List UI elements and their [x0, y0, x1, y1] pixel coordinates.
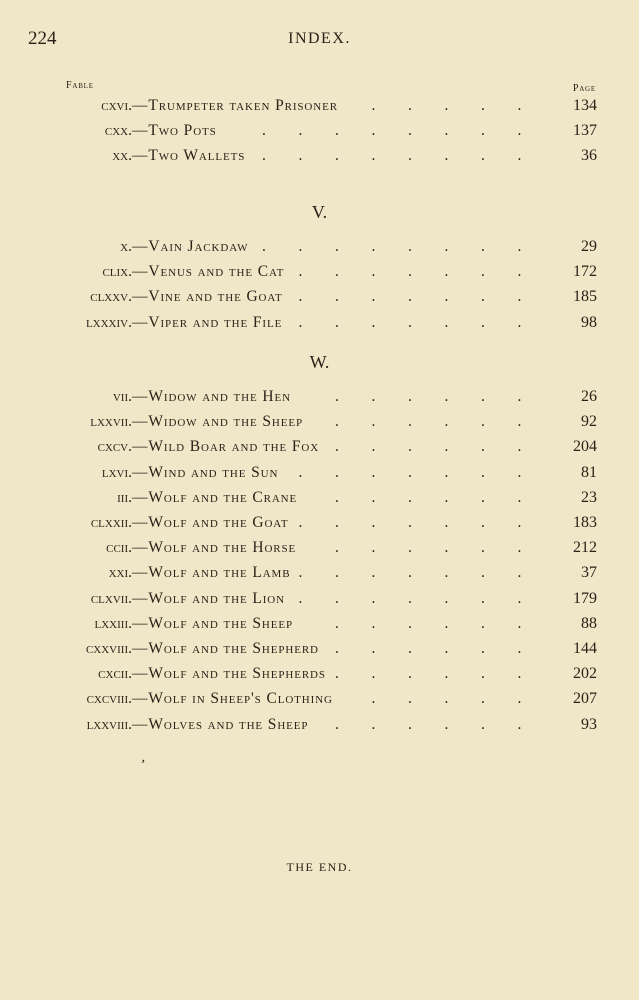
page-ref: 172 — [573, 263, 597, 281]
fable-title: —Wolf and the Shepherd — [132, 640, 319, 657]
page-ref: 29 — [581, 238, 597, 255]
index-entry: cxcviii. —Wolf in Sheep's Clothing . . . . . 207 — [86, 690, 597, 708]
page-ref: 26 — [581, 388, 597, 405]
index-entry: vii. —Widow and the Hen . . . . . . 26 — [112, 388, 597, 405]
fable-number: lxxiii. — [94, 614, 132, 632]
page-ref: 36 — [581, 147, 597, 165]
fable-number: iii. — [117, 488, 132, 506]
fable-title: —Vine and the Goat — [132, 288, 283, 306]
index-entry: xxi. —Wolf and the Lamb . . . . . . . 37 — [108, 564, 597, 582]
fable-title: —Two Wallets — [132, 147, 246, 165]
section-letter: V. — [311, 202, 328, 222]
fable-title: —Widow and the Hen — [132, 388, 291, 405]
index-entry: cxcv. —Wild Boar and the Fox . . . . . . 204 — [97, 438, 597, 456]
index-entry: cxx. —Two Pots . . . . . . . . 137 — [104, 122, 597, 140]
fable-number: cxcv. — [97, 438, 132, 456]
fable-title: —Trumpeter taken Prisoner — [132, 97, 338, 114]
fable-number: cxvi. — [101, 97, 132, 114]
the-end: THE END. — [286, 860, 353, 874]
fable-number: cxx. — [104, 122, 132, 140]
page-ref: 37 — [581, 564, 597, 582]
fable-number: clxxii. — [90, 514, 132, 531]
fable-title: —Wolf in Sheep's Clothing — [132, 690, 333, 708]
fable-title: —Wolf and the Lion — [132, 589, 285, 607]
page-ref: 23 — [581, 488, 597, 506]
fable-number: ccii. — [106, 539, 132, 557]
fable-number: clxvii. — [90, 589, 132, 607]
fable-title: —Wolf and the Crane — [132, 488, 298, 506]
index-entry: lxxiii. —Wolf and the Sheep . . . . . . 88 — [94, 614, 597, 632]
page-ref: 134 — [573, 97, 597, 114]
page-number: 224 — [28, 28, 57, 49]
index-entry: ccii. —Wolf and the Horse . . . . . . 212 — [106, 539, 597, 557]
page-ref: 144 — [573, 640, 597, 657]
index-entry: lxxviii. —Wolves and the Sheep . . . . . . 93 — [86, 715, 597, 733]
fable-title: —Two Pots — [132, 122, 217, 140]
fable-number: xx. — [112, 147, 132, 165]
fable-title: —Widow and the Sheep — [132, 413, 304, 431]
fable-number: clxxv. — [90, 288, 132, 306]
fable-number: lxxviii. — [86, 715, 132, 733]
fable-title: —Wild Boar and the Fox — [132, 438, 320, 456]
index-entry: cxcii. —Wolf and the Shepherds . . . . . . 202 — [98, 665, 597, 683]
column-labels — [0, 80, 639, 96]
fable-column-label: Fable — [66, 80, 94, 91]
index-entry: x. —Vain Jackdaw . . . . . . . . 29 — [120, 238, 597, 255]
fable-number: cxcii. — [98, 665, 132, 683]
page-ref: 207 — [573, 690, 597, 708]
fable-number: lxxvii. — [90, 413, 132, 431]
fable-number: cxxviii. — [85, 640, 132, 657]
page-ref: 204 — [573, 438, 597, 456]
page-ref: 212 — [573, 539, 597, 557]
page-ref: 93 — [581, 715, 597, 733]
index-entry: cxxviii. —Wolf and the Shepherd . . . . . . 144 — [85, 640, 597, 657]
page-ref: 98 — [581, 313, 597, 331]
index-entry: lxxxiv. —Viper and the File . . . . . . . 98 — [85, 313, 597, 331]
page-ref: 179 — [573, 589, 597, 607]
fable-title: —Viper and the File — [132, 313, 283, 331]
page-ref: 185 — [573, 288, 597, 306]
page-ref: 92 — [581, 413, 597, 431]
fable-title: —Wind and the Sun — [132, 463, 279, 481]
fable-number: vii. — [112, 388, 132, 405]
fable-title: —Wolf and the Shepherds — [132, 665, 326, 683]
fable-title: —Wolf and the Goat — [132, 514, 289, 531]
section-letter: W. — [309, 352, 330, 372]
fable-title: —Vain Jackdaw — [132, 238, 249, 255]
stray-mark: ʼ — [138, 757, 147, 774]
index-entry: clxxv. —Vine and the Goat . . . . . . . 185 — [90, 288, 597, 306]
fable-number: lxxxiv. — [85, 313, 132, 331]
page-header — [0, 28, 639, 52]
fable-number: xxi. — [108, 564, 132, 582]
page-ref: 137 — [573, 122, 597, 140]
fable-title: —Venus and the Cat — [132, 263, 285, 281]
fable-number: x. — [120, 238, 132, 255]
index-entry: clix. —Venus and the Cat . . . . . . . 172 — [102, 263, 597, 281]
index-entry: clxvii. —Wolf and the Lion . . . . . . . 179 — [90, 589, 597, 607]
fable-title: —Wolves and the Sheep — [132, 715, 309, 733]
fable-number: clix. — [102, 263, 132, 281]
page-ref: 183 — [573, 514, 597, 531]
index-entry: lxxvii. —Widow and the Sheep . . . . . . 92 — [90, 413, 597, 431]
index-entry: clxxii. —Wolf and the Goat . . . . . . . 183 — [90, 514, 597, 531]
page-column-label: Page — [572, 83, 596, 94]
fable-title: —Wolf and the Lamb — [132, 564, 291, 582]
index-entry: lxvi. —Wind and the Sun . . . . . . . 81 — [101, 463, 597, 481]
index-entry: xx. —Two Wallets . . . . . . . . 36 — [112, 147, 597, 165]
fable-title: —Wolf and the Sheep — [132, 614, 293, 632]
running-title: INDEX. — [288, 30, 351, 47]
fable-title: —Wolf and the Horse — [132, 539, 297, 557]
fable-number: cxcviii. — [86, 690, 132, 708]
page-ref: 202 — [573, 665, 597, 683]
fable-number: lxvi. — [101, 463, 132, 481]
index-entry: iii. —Wolf and the Crane . . . . . . 23 — [117, 488, 597, 506]
index-entry: cxvi. —Trumpeter taken Prisoner . . . . . 134 — [101, 97, 597, 114]
page-ref: 88 — [581, 614, 597, 632]
page-ref: 81 — [581, 463, 597, 481]
